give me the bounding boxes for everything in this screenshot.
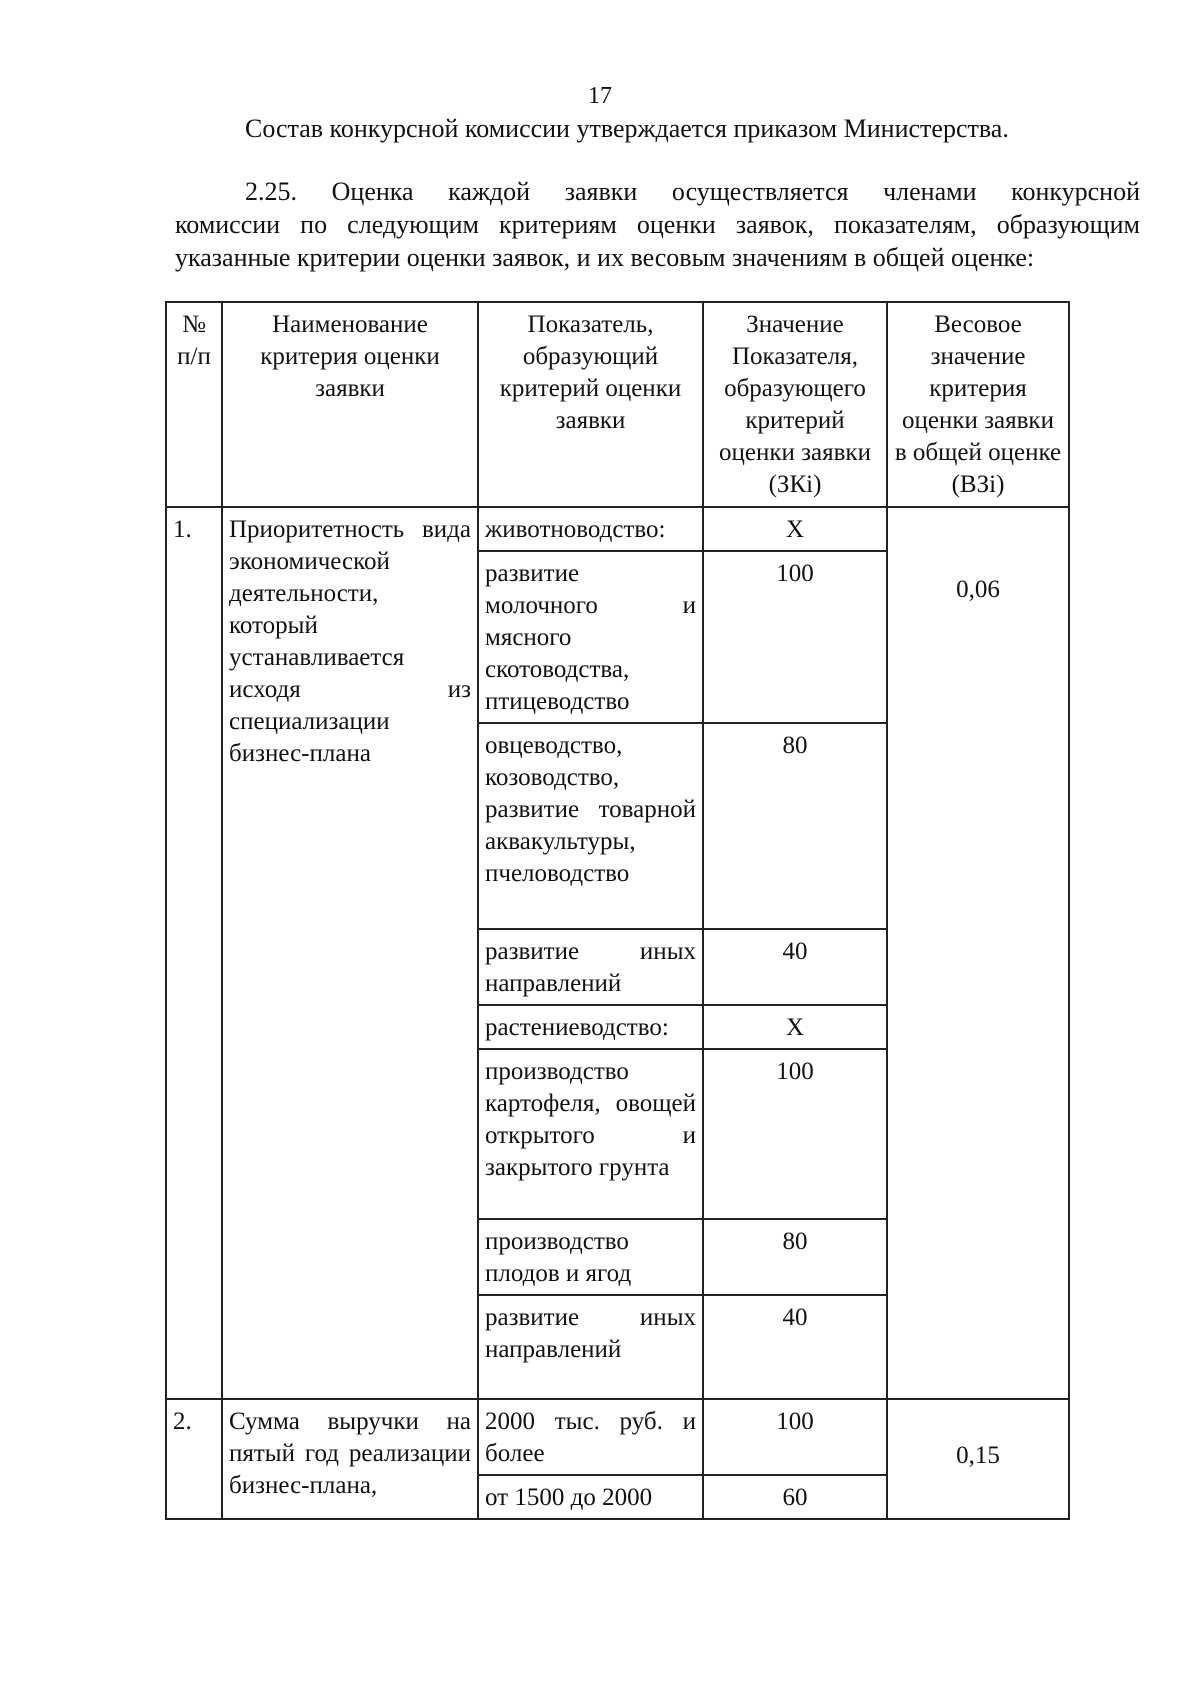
paragraph-first-line: 2.25. Оценка каждой заявки осуществляется членами конкурсной [245,177,1140,206]
header-number: № п/п [166,302,222,507]
table-row [166,1399,1069,1475]
indicator-label: 2000 тыс. руб. и более [478,1399,703,1475]
indicator-value: 60 [703,1475,887,1519]
paragraph-commission-composition: Состав конкурсной комиссии утверждается приказом Министерства. [245,114,1009,143]
criterion-weight: 0,06 [887,507,1069,1399]
indicator-label: производство картофеля, овощей открытого и закрытого грунта [478,1049,703,1219]
indicator-value: 40 [703,1295,887,1399]
paragraph-rest: комиссии по следующим критериям оценки заявок, показателям, образующим указанные критерии оценки заявок, и их весовым значениям в общей оценке: [175,210,1140,272]
indicator-value: Х [703,1005,887,1049]
indicator-label: растениеводство: [478,1005,703,1049]
criterion-weight: 0,15 [887,1399,1069,1519]
criteria-table [165,301,1070,1520]
criterion-name: Приоритетность вида экономической деятельности, который устанавливается исходя из специализации бизнес-плана [222,507,478,1399]
indicator-value: Х [703,507,887,551]
row-number: 1. [166,507,222,1399]
indicator-label: производство плодов и ягод [478,1219,703,1295]
page-number: 17 [588,83,612,109]
row-number: 2. [166,1399,222,1519]
table-header-row [166,302,1069,507]
indicator-label: развитие молочного и мясного скотоводства, птицеводство [478,551,703,723]
indicator-value: 40 [703,929,887,1005]
indicator-value: 80 [703,723,887,929]
indicator-label: животноводство: [478,507,703,551]
paragraph-evaluation-criteria [175,175,1140,274]
indicator-value: 80 [703,1219,887,1295]
indicator-value: 100 [703,1399,887,1475]
header-criterion: Наименование критерия оценки заявки [222,302,478,507]
indicator-label: развитие иных направлений [478,1295,703,1399]
indicator-label: овцеводство, козоводство, развитие товарной аквакультуры, пчеловодство [478,723,703,929]
indicator-label: развитие иных направлений [478,929,703,1005]
header-value: Значение Показателя, образующего критерий оценки заявки (ЗКi) [703,302,887,507]
criterion-name: Сумма выручки на пятый год реализации бизнес-плана, [222,1399,478,1519]
header-weight: Весовое значение критерия оценки заявки в общей оценке (ВЗi) [887,302,1069,507]
header-indicator: Показатель, образующий критерий оценки заявки [478,302,703,507]
indicator-label: от 1500 до 2000 [478,1475,703,1519]
table-row [166,507,1069,551]
indicator-value: 100 [703,551,887,723]
indicator-value: 100 [703,1049,887,1219]
